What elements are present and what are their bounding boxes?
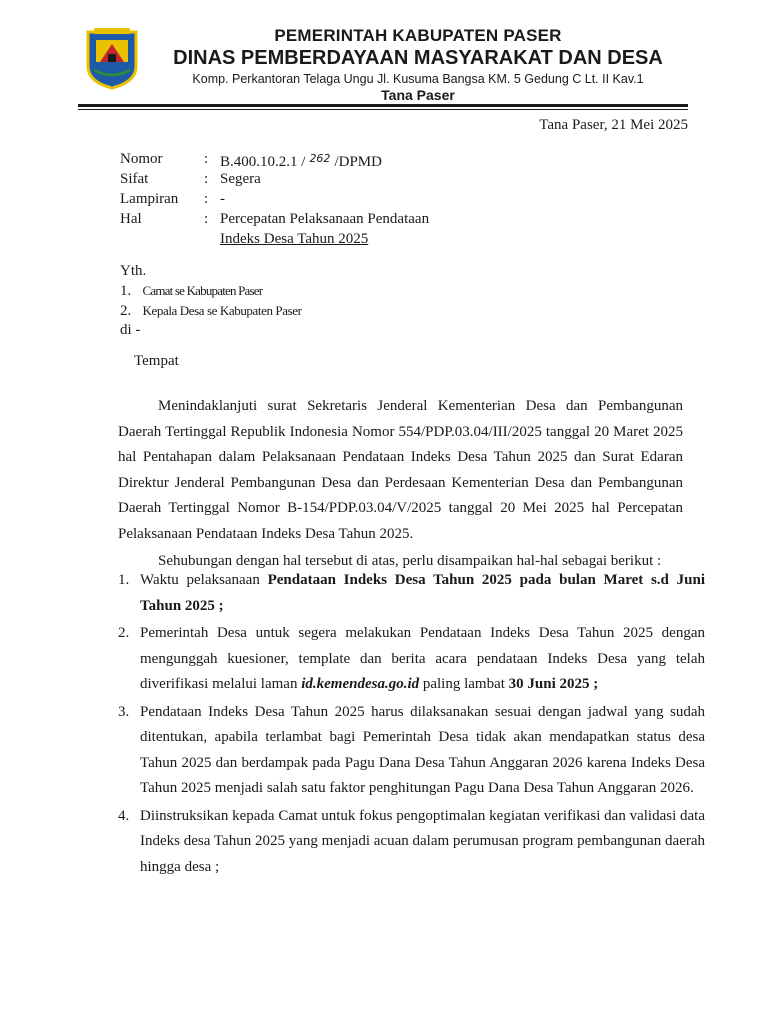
point-1-bold: Pendataan Indeks Desa Tahun 2025 pada bulan Maret s.d Juni Tahun 2025 ; <box>140 572 705 614</box>
meta-hal <box>120 209 429 229</box>
point-2-site: id.kemendesa.go.id <box>301 676 420 692</box>
lampiran-label: Lampiran <box>120 191 179 207</box>
meta-hal-cont <box>120 229 429 249</box>
nomor-prefix: B.400.10.2.1 / <box>220 154 306 170</box>
point-1-num: 1. <box>118 572 130 588</box>
point-2-deadline: 30 Juni 2025 ; <box>508 676 599 692</box>
recipient-1-name: Camat se Kabupaten Paser <box>142 283 263 298</box>
letter-meta <box>120 149 429 249</box>
hal-value-cont: Indeks Desa Tahun 2025 <box>220 231 369 247</box>
di-label: di - <box>120 322 141 338</box>
agency-address: Komp. Perkantoran Telaga Ungu Jl. Kusuma Bangsa KM. 5 Gedung C Lt. II Kav.1 <box>192 72 644 86</box>
meta-lampiran <box>120 189 429 209</box>
point-1-text: Waktu pelaksanaan <box>140 572 268 588</box>
letterhead-rule-thin <box>78 109 688 110</box>
point-3-num: 3. <box>118 703 130 720</box>
point-2-text: Pemerintah Desa untuk segera melakukan Pendataan Indeks Desa Tahun 2025 dengan mengunggah kuesioner, template dan berita acara pendataan Indeks Desa yang telah diverifikasi melalui laman <box>140 625 705 692</box>
sifat-label: Sifat <box>120 171 149 187</box>
recipient-1 <box>120 281 302 301</box>
recipients <box>120 262 302 371</box>
letter-date: Tana Paser, 21 Mei 2025 <box>539 117 688 133</box>
recipient-1-num: 1. <box>120 283 132 299</box>
agency-name: DINAS PEMBERDAYAAN MASYARAKAT DAN DESA <box>173 47 663 69</box>
nomor-suffix: /DPMD <box>334 154 382 170</box>
meta-sifat <box>120 169 429 189</box>
recipient-2 <box>120 301 302 321</box>
colon: : <box>204 211 209 227</box>
point-3 <box>118 700 705 802</box>
body-paragraph-1: Menindaklanjuti surat Sekretaris Jenderal Kementerian Desa dan Pembangunan Daerah Tertinggal Republik Indonesia Nomor 554/PDP.03.04/III/2025 tanggal 20 Maret 2025 hal Pentahapan dalam Pelaksanaan Pendataan Indeks Desa Tahun 2025 dan Surat Edaran Direktur Jenderal Pembangunan Desa dan Perdesaan Kementerian Desa dan Pembangunan Daerah Tertinggal Nomor B-154/PDP.03.04/V/2025 tanggal 20 Mei 2025 hal Percepatan Pelaksanaan Pendataan Indeks Desa Tahun 2025. <box>118 398 683 542</box>
recipient-2-num: 2. <box>120 303 132 319</box>
nomor-value <box>220 149 429 169</box>
point-2-text-2: paling lambat <box>419 676 509 692</box>
letterhead-rule-thick <box>78 104 688 107</box>
lampiran-value: - <box>220 191 225 207</box>
point-1 <box>118 568 705 619</box>
nomor-handwritten: 262 <box>309 152 331 165</box>
point-3-text: Pendataan Indeks Desa Tahun 2025 harus dilaksanakan sesuai dengan jadwal yang sudah ditentukan, apabila terlambat bagi Pemerintah Desa tidak akan mendapatkan status desa Tahun 2025 dan berdampak pada Pagu Dana Desa Tahun Anggaran 2026 karena Indeks Desa Tahun 2025 menjadi salah satu faktor penghitungan Pagu Dana Desa Tahun Anggaran 2026. <box>140 703 705 796</box>
point-4 <box>118 804 705 881</box>
government-name: PEMERINTAH KABUPATEN PASER <box>274 26 562 45</box>
recipient-2-name: Kepala Desa se Kabupaten Paser <box>142 303 302 318</box>
regency-crest-icon <box>84 26 140 90</box>
point-2 <box>118 621 705 698</box>
hal-value: Percepatan Pelaksanaan Pendataan <box>220 211 430 227</box>
sifat-value: Segera <box>220 171 261 187</box>
tempat-label: Tempat <box>134 353 179 369</box>
point-2-num: 2. <box>118 625 130 641</box>
letterhead <box>148 26 688 104</box>
point-4-num: 4. <box>118 807 130 824</box>
hal-label: Hal <box>120 211 142 227</box>
body-paragraph-2: Sehubungan dengan hal tersebut di atas, perlu disampaikan hal-hal sebagai berikut : <box>158 553 662 569</box>
nomor-label: Nomor <box>120 151 163 167</box>
colon: : <box>204 151 209 167</box>
colon: : <box>204 171 209 187</box>
meta-nomor <box>120 149 429 169</box>
letter-body <box>118 394 683 575</box>
agency-city: Tana Paser <box>381 87 455 103</box>
point-4-text: Diinstruksikan kepada Camat untuk fokus pengoptimalan kegiatan verifikasi dan validasi data Indeks desa Tahun 2025 yang menjadi acuan dalam perumusan program pembangunan daerah hingga desa ; <box>140 807 705 875</box>
yth-label: Yth. <box>120 263 147 279</box>
points-list <box>118 568 705 882</box>
colon: : <box>204 191 209 207</box>
